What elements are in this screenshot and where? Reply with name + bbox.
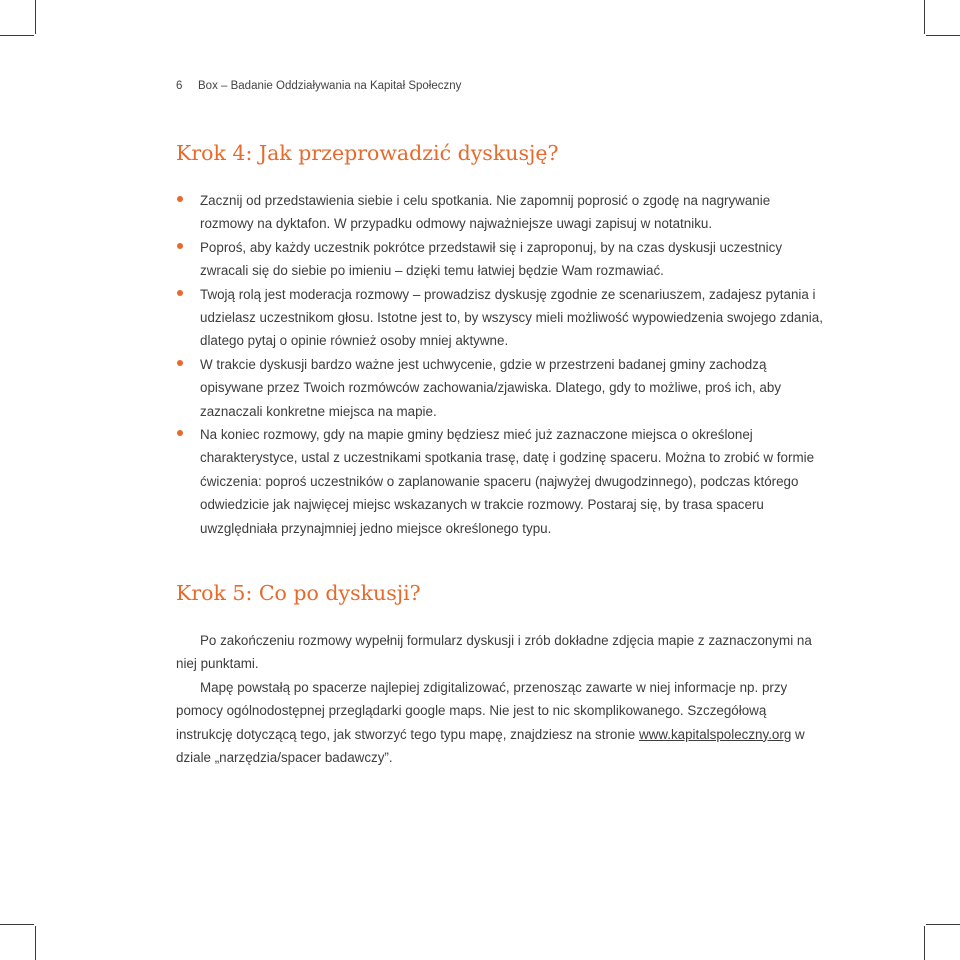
running-header bbox=[176, 80, 461, 92]
list-item bbox=[176, 283, 826, 353]
list-item-text: Na koniec rozmowy, gdy na mapie gminy będziesz mieć już zaznaczone miejsca o określonej charakterystyce, ustal z uczestnikami spotkania trasę, datę i godzinę spaceru. Można to zrobić w formie ćwiczenia: poproś uczestników o zaplanowanie spaceru (najwyżej dwugodzinnego), podczas którego odwiedzicie jak najwięcej miejsc wskazanych w trakcie rozmowy. Postaraj się, by trasa spaceru uwzględniała przynajmniej jedno miejsce określonego typu. bbox=[200, 427, 815, 536]
crop-mark bbox=[924, 926, 925, 960]
crop-mark bbox=[924, 0, 925, 34]
section-heading-step-5: Krok 5: Co po dyskusji? bbox=[176, 581, 421, 605]
bullet-icon bbox=[177, 196, 183, 202]
crop-mark bbox=[926, 35, 960, 36]
crop-mark bbox=[0, 35, 34, 36]
paragraph-trailing-text: w dziale „narzędzia/spacer badawczy”. bbox=[176, 726, 805, 766]
paragraph bbox=[176, 676, 816, 770]
list-item-text: Twoją rolą jest moderacja rozmowy – prowadzisz dyskusję zgodnie ze scenariuszem, zadajesz pytania i udzielasz uczestnikom głosu. Istotne jest to, by wszyscy mieli możliwość wypowiedzenia swojego zdania, dlatego pytaj o opinie również osoby mniej aktywne. bbox=[200, 286, 823, 349]
crop-mark bbox=[926, 924, 960, 925]
header-title: Box – Badanie Oddziaływania na Kapitał Społeczny bbox=[198, 80, 462, 92]
crop-mark bbox=[0, 924, 34, 925]
list-item-text: Poproś, aby każdy uczestnik pokrótce przedstawił się i zaproponuj, by na czas dyskusji uczestnicy zwracali się do siebie po imieniu – dzięki temu łatwiej będzie Wam rozmawiać. bbox=[200, 239, 783, 279]
list-item bbox=[176, 353, 826, 423]
paragraph-text: Mapę powstałą po spacerze najlepiej zdigitalizować, przenosząc zawarte w niej informacje np. przy pomocy ogólnodostępnej przeglądarki google maps. Nie jest to nic skomplikowanego. Szczegółową instrukcję dotyczącą tego, jak stworzyć tego typu mapę, znajdziesz na stronie bbox=[176, 679, 788, 742]
crop-mark bbox=[35, 0, 36, 34]
bullet-list bbox=[176, 189, 826, 540]
list-item bbox=[176, 423, 826, 540]
paragraph: Po zakończeniu rozmowy wypełnij formularz dyskusji i zrób dokładne zdjęcia mapie z zaznaczonymi na niej punktami. bbox=[176, 633, 812, 672]
section-heading-step-4: Krok 4: Jak przeprowadzić dyskusję? bbox=[176, 141, 559, 165]
section-body bbox=[176, 629, 816, 769]
bullet-icon bbox=[177, 430, 183, 436]
crop-mark bbox=[35, 926, 36, 960]
list-item-text: Zacznij od przedstawienia siebie i celu spotkania. Nie zapomnij poprosić o zgodę na nagrywanie rozmowy na dyktafon. W przypadku odmowy najważniejsze uwagi zapisuj w notatniku. bbox=[200, 193, 771, 232]
website-link[interactable]: www.kapitalspoleczny.org bbox=[638, 726, 792, 742]
list-item bbox=[176, 189, 826, 236]
bullet-icon bbox=[177, 243, 183, 249]
bullet-icon bbox=[177, 360, 183, 366]
list-item bbox=[176, 236, 826, 283]
page-number: 6 bbox=[176, 80, 183, 92]
list-item-text: W trakcie dyskusji bardzo ważne jest uchwycenie, gdzie w przestrzeni badanej gminy zachodzą opisywane przez Twoich rozmówców zachowania/zjawiska. Dlatego, gdy to możliwe, proś ich, aby zaznaczali konkretne miejsca na mapie. bbox=[200, 356, 782, 419]
bullet-icon bbox=[177, 290, 183, 296]
